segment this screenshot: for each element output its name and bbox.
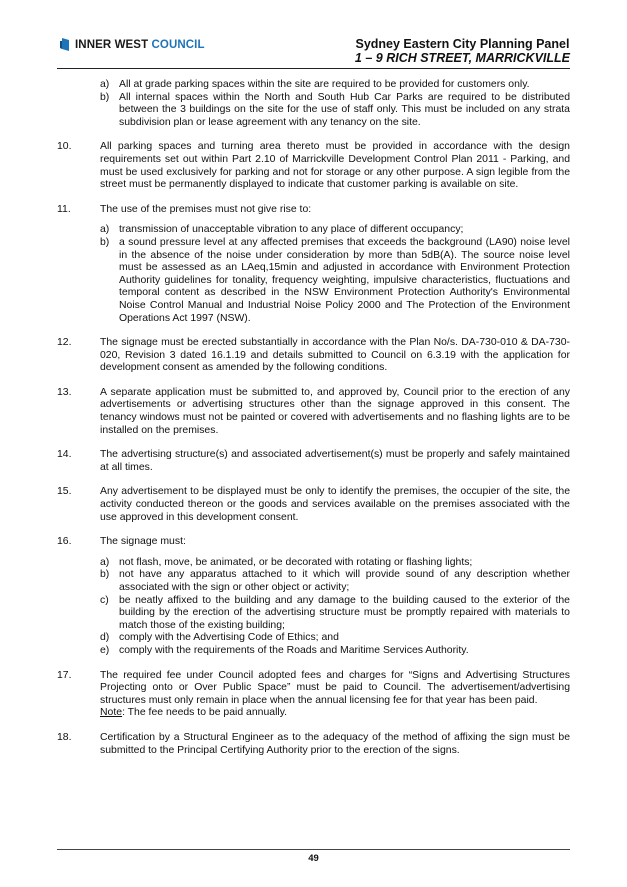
condition-text: A separate application must be submitted to, and approved by, Council prior to the erection of any advertisements or advertising structures other than the signage approved in this consent. The tenancy windows must not be painted or covered with advertisements and no flashing lights are to be installed on the premises. [100,386,570,436]
council-logo [60,37,205,52]
sublist-item: c) be neatly affixed to the building and any damage to the building caused to the exterior of the building by the erection of the advertising structure must be promptly repaired with materials to match those of the existing building; [100,594,570,631]
sublist-item: a) All at grade parking spaces within the site are required to be provided for customers only. [100,79,530,90]
footer-divider [57,849,570,850]
condition-number: 12. [57,337,72,349]
condition-text: The advertising structure(s) and associated advertisement(s) must be properly and safely maintained at all times. [100,449,570,473]
condition-number: 13. [57,386,72,398]
sublist-item: a) transmission of unacceptable vibration to any place of different occupancy; [100,224,464,236]
condition-intro: The signage must: [100,536,186,548]
condition-12 [57,337,570,375]
page-header [0,0,627,70]
condition-number: 10. [57,141,72,153]
page-number: 49 [308,853,319,864]
condition-10 [57,141,570,191]
sublist-item: b) not have any apparatus attached to it which will provide sound of any description whether associated with the sign or other object or activity; [100,569,570,593]
condition-text: All parking spaces and turning area thereto must be provided in accordance with the design requirements set out within Part 2.10 of Marrickville Development Control Plan 2011 - Parking, and must be used exclusively for parking and not for storage or any other purpose. A sign legible from the street must be permanently displayed to indicate that customer parking is available on site. [100,141,570,191]
condition-18 [57,732,570,757]
condition-number: 18. [57,731,72,743]
condition-intro: The use of the premises must not give rise to: [100,203,312,215]
sublist-item: a) not flash, move, be animated, or be decorated with rotating or flashing lights; [100,556,473,568]
note-text: : The fee needs to be paid annually. [122,707,288,719]
condition-text: The required fee under Council adopted fees and charges for “Signs and Advertising Structures Projecting onto or Over Public Space” must be paid to Council. The advertisement/advertising structures must only remain in place when the annual licensing fee for that year has been paid. [100,669,570,706]
condition-sublist [100,224,570,325]
condition-number: 14. [57,449,72,461]
site-address: 1 – 9 RICH STREET, MARRICKVILLE [354,51,570,65]
sublist-item: d) comply with the Advertising Code of Ethics; and [100,632,339,644]
condition-number: 15. [57,486,72,498]
header-divider [57,68,570,69]
panel-name: Sydney Eastern City Planning Panel [355,37,570,51]
condition-sublist [100,79,570,129]
condition-9-continued [57,79,570,129]
condition-text: Certification by a Structural Engineer as to the adequacy of the method of affixing the sign must be submitted to the Principal Certifying Authority prior to the erection of the signs. [100,731,570,756]
condition-15 [57,486,570,524]
council-logo-text: INNER WEST COUNCIL [75,38,205,51]
council-logo-icon [60,37,71,52]
condition-11 [57,204,570,325]
condition-number: 17. [57,669,72,681]
conditions-body [57,79,570,769]
sublist-item: b) All internal spaces within the North and South Hub Car Parks are required to be distributed between the 3 buildings on the site for the use of staff only. This must be included on any strata subdivision plan or lease agreement with any tenancy on the site. [100,91,570,128]
condition-number: 16. [57,536,72,548]
condition-13 [57,387,570,437]
sublist-item: b) a sound pressure level at any affected premises that exceeds the background (LA90) noise level in the absence of the noise under consideration by more than 5dB(A). The source noise level must be assessed as an LAeq,15min and adjusted in accordance with Environment Protection Authority guidelines for tonality, frequency weighting, impulsive characteristics, fluctuations and temporal content as described in the NSW Environment Protection Authority's Environmental Noise Control Manual and Industrial Noise Policy 2000 and The Protection of the Environment Operations Act 1997 (NSW). [100,236,570,324]
sublist-item: e) comply with the requirements of the Roads and Maritime Services Authority. [100,644,469,656]
note-label: Note [100,707,123,719]
panel-title [355,37,570,65]
condition-sublist [100,557,570,658]
condition-number: 11. [57,203,71,215]
condition-14 [57,449,570,474]
condition-text: The signage must be erected substantially in accordance with the Plan No/s. DA-730-010 & DA-730-020, Revision 3 dated 16.1.19 and details submitted to Council on 6.3.19 with the application for development consent as amended by the following conditions. [100,337,570,374]
condition-note [100,707,570,720]
condition-17 [57,670,570,720]
condition-16 [57,536,570,657]
condition-text: Any advertisement to be displayed must be only to identify the premises, the occupier of the site, the activity conducted thereon or the goods and services available on the premises associated with the use approved in this development consent. [100,486,570,523]
